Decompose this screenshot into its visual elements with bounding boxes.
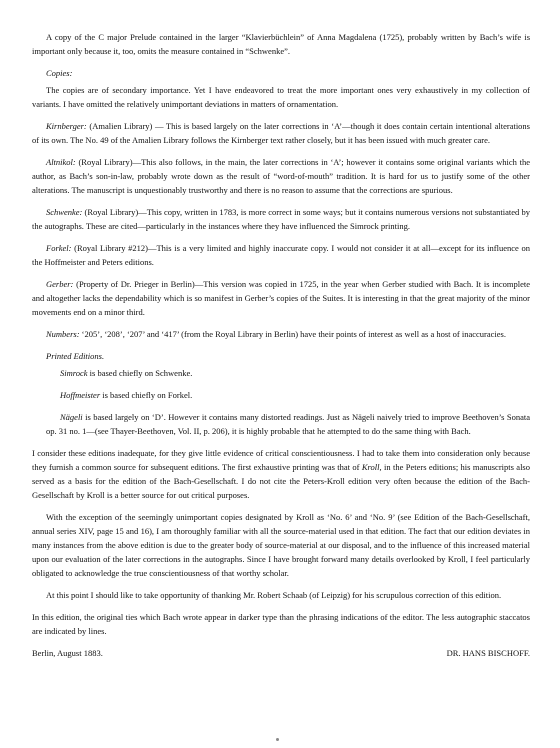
numbers-text: ‘205’, ‘208’, ‘207’ and ‘417’ (from the Royal Library in Berlin) have their points of interest as well as a host of inaccuracies. <box>79 329 506 339</box>
forkel-name: Forkel: <box>46 243 72 253</box>
simrock-name: Simrock <box>60 368 88 378</box>
nageli-paragraph <box>32 410 530 438</box>
copies-paragraph: The copies are of secondary importance. Yet I have endeavored to treat the more important ones very exhaustively in my collection of variants. I have omitted the relatively unimportant deviations in matters of ornamentation. <box>32 85 530 109</box>
kirnberger-text: (Amalien Library) — This is based largely on the later corrections in ‘A’—though it does contain certain intentional alterations of its own. The No. 49 of the Amalien Library follows the Kirnberger text rather closely, but it has been issued with much greater care. <box>32 121 530 145</box>
kroll-name: Kroll, <box>361 462 382 472</box>
schwenke-text: (Royal Library)—This copy, written in 1783, is more correct in some ways; but it contains numerous versions not substantiated by the autographs. These are cited—particularly in the instances where they have influenced the Simrock printing. <box>32 207 530 231</box>
hoffmeister-paragraph <box>32 388 530 402</box>
schwenke-name: Schwenke: <box>46 207 83 217</box>
hoffmeister-text: is based chiefly on Forkel. <box>100 390 193 400</box>
thanks-paragraph: At this point I should like to take opportunity of thanking Mr. Robert Schaab (of Leipzig) for his scrupulous correction of this edition. <box>46 590 502 600</box>
schwenke-paragraph <box>32 205 530 233</box>
printed-editions-heading: Printed Editions. <box>46 351 105 361</box>
numbers-paragraph <box>32 327 530 341</box>
author-signature: DR. HANS BISCHOFF. <box>446 648 530 658</box>
nageli-text: is based largely on ‘D’. However it contains many distorted readings. Just as Nägeli naively tried to improve Beethoven’s Sonata op. 31 no. 1—(see Thayer-Beethoven, Vol. II, p. 206), it is highly probable that he attempted to do the same thing with Bach. <box>46 412 530 436</box>
copies-heading: Copies: <box>46 68 73 78</box>
page-mark <box>276 738 279 741</box>
gerber-paragraph <box>32 277 530 319</box>
forkel-paragraph <box>32 241 530 269</box>
kirnberger-paragraph <box>32 119 530 147</box>
nageli-name: Nägeli <box>60 412 83 422</box>
hoffmeister-name: Hoffmeister <box>60 390 101 400</box>
numbers-name: Numbers: <box>46 329 80 339</box>
inadequate-paragraph <box>32 446 530 502</box>
simrock-text: is based chiefly on Schwenke. <box>87 368 193 378</box>
inadequate-text-after: in the Peters editions; his manuscripts also served as a basis for the edition of the Bach-Gesellschaft. I do not cite the Peters-Kroll edition very often because the edition of the Bach-Gesellschaft by Kroll is a better source for out critical purposes. <box>32 462 530 500</box>
place-date: Berlin, August 1883. <box>32 648 103 658</box>
intro-paragraph: A copy of the C major Prelude contained in the larger “Klavierbüchlein” of Anna Magdalena (1725), probably written by Bach’s wife is important only because it, too, omits the measure contained in “Schwenke”. <box>32 32 530 56</box>
kirnberger-name: Kirnberger: <box>46 121 87 131</box>
inadequate-text-before: I consider these editions inadequate, for they give little evidence of critical conscientiousness. I had to take them into consideration only because they furnish a common source for subsequent editions. The first exhaustive printing was that of <box>32 448 530 472</box>
altnikol-paragraph <box>32 155 530 197</box>
exception-paragraph: With the exception of the seemingly unimportant copies designated by Kroll as ‘No. 6’ and ‘No. 9’ (see Edition of the Bach-Gesellschaft, annual series XIV, page 15 and 16), I am thoroughly familiar with all the source-material used in that edition. The fact that our edition deviates in many instances from the above edition is due to the greater body of source-material at our disposal, and to the influence of this increased material upon our evaluation of the later corrections in the autographs. Since I have brought forward many details overlooked by Kroll, I feel particularly obligated to acknowledge the true conscientiousness of that worthy scholar. <box>32 512 530 578</box>
forkel-text: (Royal Library #212)—This is a very limited and highly inaccurate copy. I would not consider it at all—except for its influence on the Hoffmeister and Peters editions. <box>32 243 530 267</box>
ties-paragraph: In this edition, the original ties which Bach wrote appear in darker type than the phrasing indications of the editor. The less autographic staccatos are indicated by lines. <box>32 612 530 636</box>
document-page <box>32 30 530 660</box>
simrock-paragraph <box>32 366 530 380</box>
signature-line <box>32 646 530 660</box>
altnikol-text: (Royal Library)—This also follows, in the main, the later corrections in ‘A’; however it contains some original variants which the author, as Bach’s son-in-law, probably wrote down as the result of “word-of-mouth” tradition. It is hard for us to justify some of the other alterations. The manuscript is unquestionably trustworthy and there is no reason to assume that the corrections are spurious. <box>32 157 530 195</box>
gerber-text: (Property of Dr. Prieger in Berlin)—This version was copied in 1725, in the year when Gerber studied with Bach. It is incomplete and altogether lacks the dependability which is so manifest in Gerber’s copies of the Suites. It is interesting in that the great majority of the minor movements end on a minor third. <box>32 279 530 317</box>
gerber-name: Gerber: <box>46 279 74 289</box>
altnikol-name: Altnikol: <box>46 157 76 167</box>
